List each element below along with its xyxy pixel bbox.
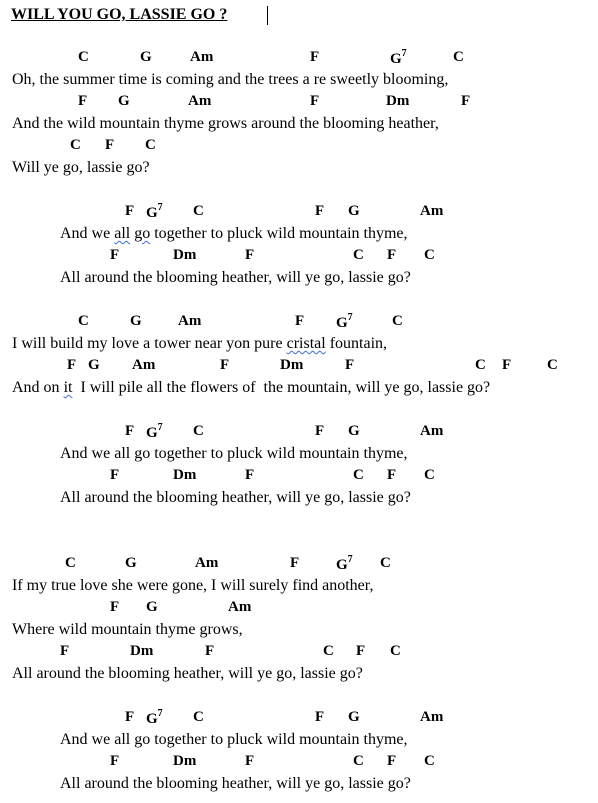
chord: F <box>105 137 115 153</box>
chord: F <box>125 423 135 439</box>
chord: F <box>205 643 215 659</box>
chord-extension: 7 <box>157 708 163 719</box>
chord: C <box>323 643 334 659</box>
lyric-text: And we <box>60 225 115 242</box>
lyric-line: And we all go together to pluck wild mountain thyme, <box>60 445 408 462</box>
chord: F <box>310 93 320 109</box>
chord: F <box>315 203 325 219</box>
chord: Dm <box>280 357 304 373</box>
chord: C <box>353 753 364 769</box>
chord: C <box>70 137 81 153</box>
chord: Dm <box>130 643 154 659</box>
chord: Am <box>420 709 444 725</box>
lyric-text: fountain, <box>325 335 388 352</box>
chord: F <box>245 467 255 483</box>
chord: Am <box>420 203 444 219</box>
lyric-line: Will ye go, lassie go? <box>12 159 150 176</box>
chord-extension: 7 <box>157 202 163 213</box>
chord: G <box>348 423 360 439</box>
chord: C <box>193 423 204 439</box>
chord: C <box>65 555 76 571</box>
chord: Am <box>190 49 214 65</box>
chord: F <box>387 247 397 263</box>
chord: Am <box>178 313 202 329</box>
chord: F <box>315 423 325 439</box>
chord: F <box>356 643 366 659</box>
chord <box>146 423 163 442</box>
chord: Am <box>195 555 219 571</box>
chord: G <box>88 357 100 373</box>
chord: C <box>78 49 89 65</box>
chord: F <box>295 313 305 329</box>
lyric-line: All around the blooming heather, will ye go, lassie go? <box>12 665 363 682</box>
chord: C <box>547 357 558 373</box>
chord: Am <box>132 357 156 373</box>
chord-extension: 7 <box>347 554 353 565</box>
chord: C <box>193 709 204 725</box>
chord: Am <box>228 599 252 615</box>
chord: C <box>453 49 464 65</box>
chord <box>336 555 353 574</box>
chord <box>146 203 163 222</box>
chord: C <box>390 643 401 659</box>
chord: Am <box>420 423 444 439</box>
spellcheck-underlined-word: go <box>134 225 151 242</box>
lyric-line: All around the blooming heather, will ye go, lassie go? <box>60 775 411 792</box>
chord: F <box>461 93 471 109</box>
spellcheck-underlined-word: it <box>63 379 73 396</box>
chord: F <box>245 753 255 769</box>
chord: G <box>118 93 130 109</box>
lyric-line: Where wild mountain thyme grows, <box>12 621 243 638</box>
chord: Dm <box>386 93 410 109</box>
chord-root: G <box>390 51 402 67</box>
lyric-line <box>12 379 490 397</box>
chord-root: G <box>146 205 158 221</box>
lyric-line: All around the blooming heather, will ye go, lassie go? <box>60 489 411 506</box>
lyric-line: And the wild mountain thyme grows around the blooming heather, <box>12 115 439 132</box>
chord-extension: 7 <box>347 312 353 323</box>
chord: G <box>140 49 152 65</box>
chord: F <box>220 357 230 373</box>
chord: F <box>387 467 397 483</box>
chord: F <box>67 357 77 373</box>
lyric-line: Oh, the summer time is coming and the trees a re sweetly blooming, <box>12 71 449 88</box>
chord: F <box>387 753 397 769</box>
lyric-line: All around the blooming heather, will ye go, lassie go? <box>60 269 411 286</box>
chord <box>146 709 163 728</box>
chord: F <box>78 93 88 109</box>
lyric-line <box>60 225 408 243</box>
chord: Dm <box>173 247 197 263</box>
lyric-line: If my true love she were gone, I will surely find another, <box>12 577 374 594</box>
lyric-line: And we all go together to pluck wild mountain thyme, <box>60 731 408 748</box>
chord: C <box>424 247 435 263</box>
text-cursor <box>267 6 268 25</box>
lyric-text: And on <box>12 379 64 396</box>
chord: F <box>125 709 135 725</box>
lyric-text: I will pile all the flowers of the mountain, will ye go, lassie go? <box>72 379 491 396</box>
chord-extension: 7 <box>401 48 407 59</box>
chord: F <box>110 753 120 769</box>
chord: C <box>145 137 156 153</box>
chord: G <box>348 203 360 219</box>
lyric-text: I will build my love a tower near yon pure <box>12 335 287 352</box>
chord: C <box>424 467 435 483</box>
chord-root: G <box>146 425 158 441</box>
chord: C <box>392 313 403 329</box>
chord: F <box>110 247 120 263</box>
chord: G <box>146 599 158 615</box>
chord: F <box>125 203 135 219</box>
chord: Dm <box>173 467 197 483</box>
spellcheck-underlined-word: cristal <box>286 335 326 352</box>
chord-root: G <box>336 315 348 331</box>
chord-root: G <box>336 557 348 573</box>
song-title: WILL YOU GO, LASSIE GO ? <box>11 6 228 23</box>
chord: C <box>353 247 364 263</box>
chord: G <box>348 709 360 725</box>
chord-extension: 7 <box>157 422 163 433</box>
chord: F <box>245 247 255 263</box>
chord: C <box>353 467 364 483</box>
chord: C <box>193 203 204 219</box>
chord: F <box>502 357 512 373</box>
chord: F <box>290 555 300 571</box>
chord: Am <box>188 93 212 109</box>
lyric-text: together to pluck wild mountain thyme, <box>150 225 408 242</box>
chord: C <box>475 357 486 373</box>
chord: F <box>345 357 355 373</box>
spellcheck-underlined-word: all <box>114 225 131 242</box>
chord: F <box>315 709 325 725</box>
chord: F <box>60 643 70 659</box>
lyric-line <box>12 335 387 353</box>
chord <box>390 49 407 68</box>
chord: F <box>110 599 120 615</box>
chord: C <box>424 753 435 769</box>
chord: F <box>310 49 320 65</box>
chord: C <box>380 555 391 571</box>
chord: G <box>130 313 142 329</box>
chord-root: G <box>146 711 158 727</box>
chord: Dm <box>173 753 197 769</box>
chord <box>336 313 353 332</box>
chord: C <box>78 313 89 329</box>
chord: G <box>125 555 137 571</box>
chord: F <box>110 467 120 483</box>
